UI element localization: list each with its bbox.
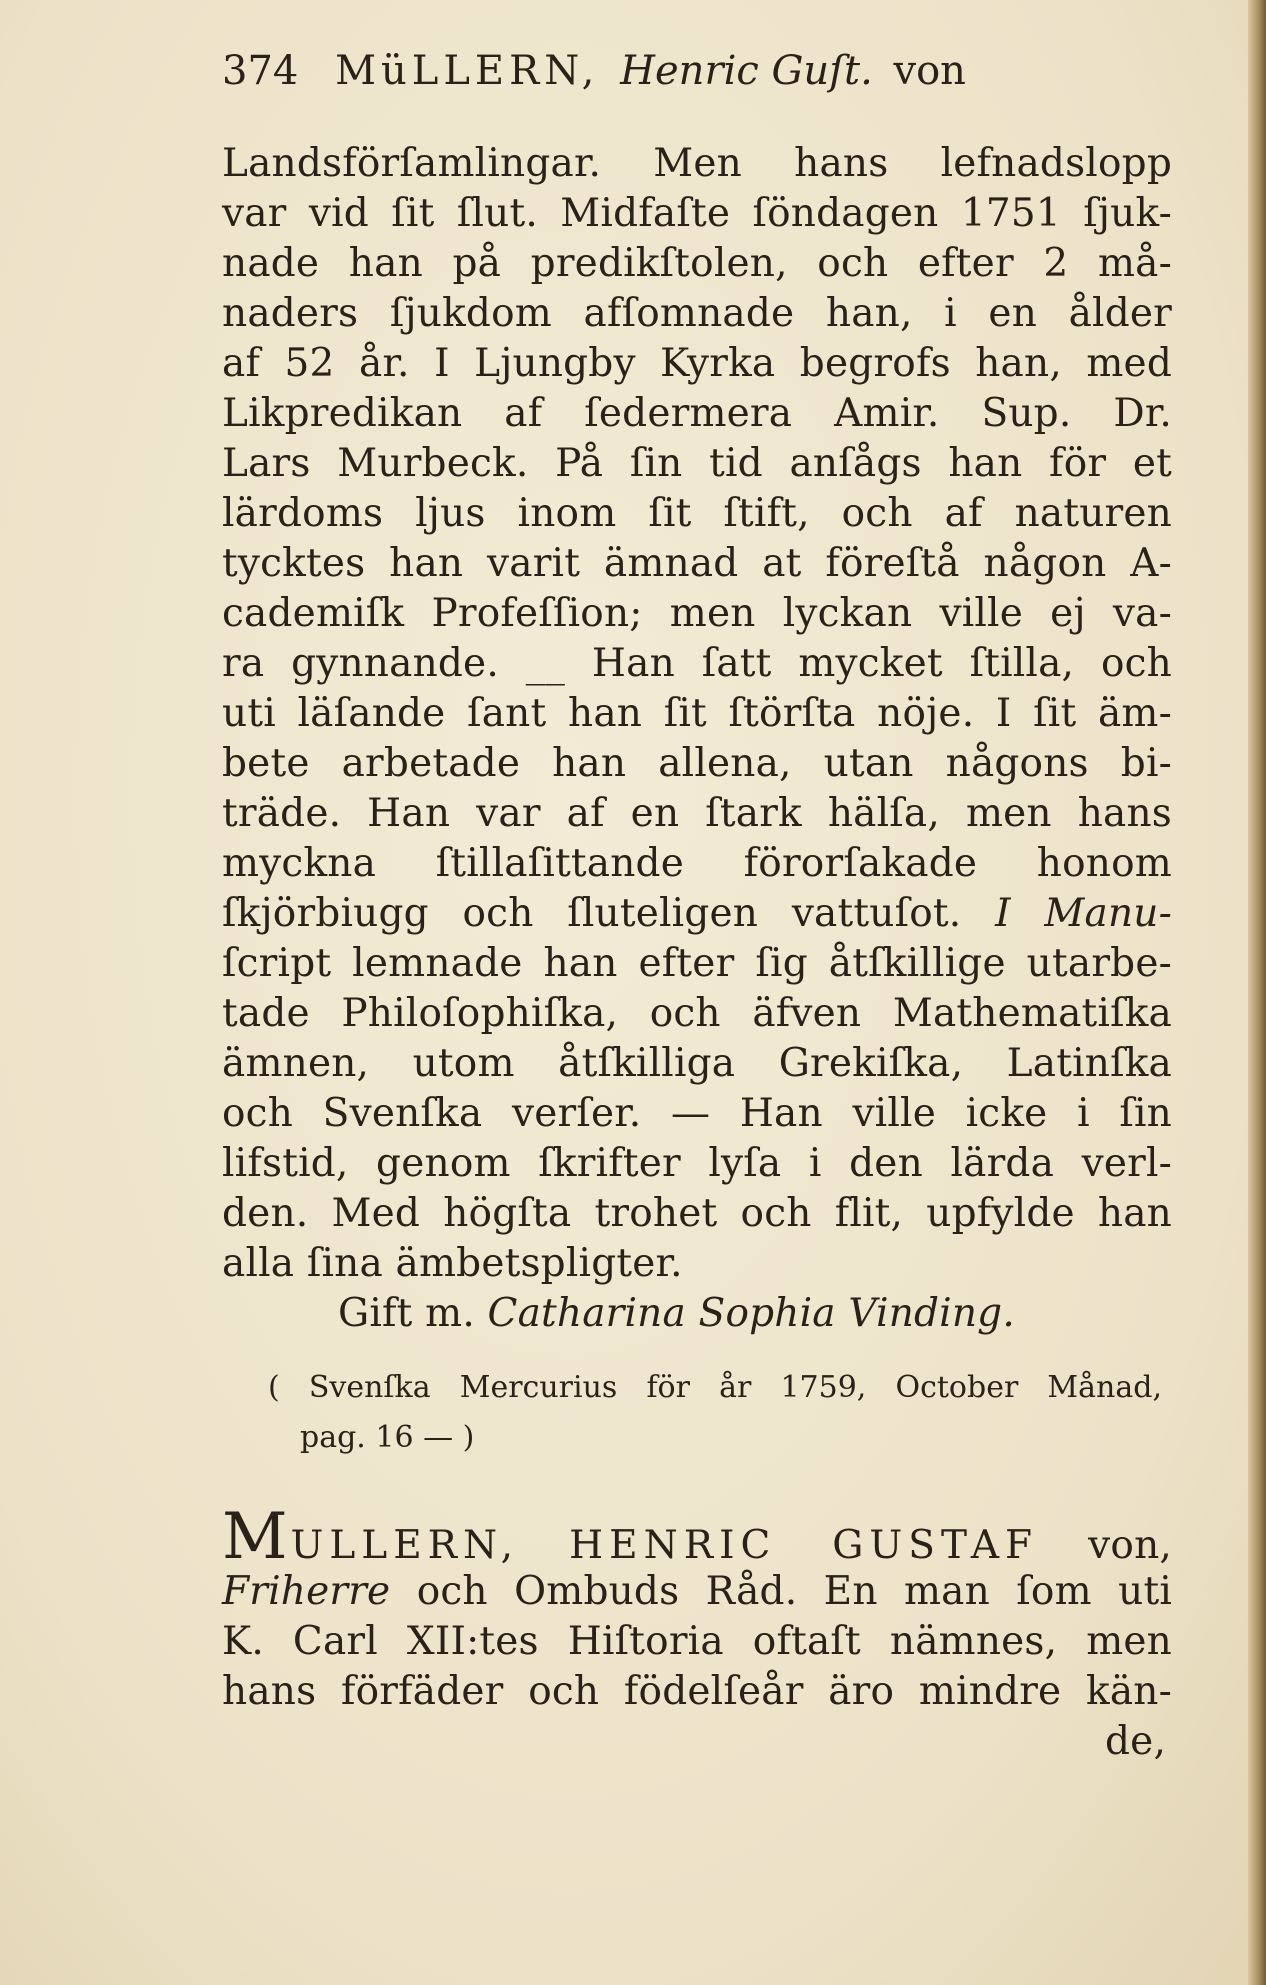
text-line: lärdoms ljus inom ſit ſtift, och af naturen [222,491,1172,536]
text-line: ſcript lemnade han efter ſig åtſkillige utarbe- [222,941,1172,986]
marriage-line [338,1290,1015,1338]
text-line: tycktes han varit ämnad at föreſtå någon A- [222,541,1172,586]
citation-line: ( Svenſka Mercurius för år 1759, October Månad, [268,1370,1162,1405]
text-line [222,1568,1172,1616]
catchword: de, [1105,1719,1167,1764]
entry-surname: ULLERN, [290,1523,520,1568]
text-line: ämnen, utom åtſkilliga Grekiſka, Latinſka [222,1041,1172,1086]
text-line: af 52 år. I Ljungby Kyrka begrofs han, med [222,341,1172,386]
text-line: K. Carl XII:tes Hiſtoria oftaſt nämnes, men [222,1619,1172,1664]
text-line: var vid ſit ſlut. Midfaſte ſöndagen 1751 ſjuk- [222,191,1172,236]
text-line: träde. Han var af en ſtark hälſa, men hans [222,791,1172,836]
entry-title: Friherre [222,1569,391,1614]
entry-particle: von, [1088,1523,1172,1568]
text-line: ra gynnande. __ Han ſatt mycket ſtilla, och [222,641,1172,686]
text-line-manuscript [222,890,1172,938]
text-line: myckna ſtillaſittande förorſakade honom [222,841,1172,886]
text-line: naders ſjukdom afſomnade han, i en ålder [222,291,1172,336]
text-fragment: ſkjörbiugg och ſluteligen vattuſot. [222,891,996,936]
text-line: tade Philoſophiſka, och äfven Mathematiſka [222,991,1172,1036]
entry-given-names: HENRIC GUSTAF [569,1523,1039,1568]
text-line: den. Med högſta trohet och flit, upfylde han [222,1191,1172,1236]
text-line: hans förfäder och födelſeår äro mindre kän- [222,1669,1172,1714]
entry-initial: M [222,1500,291,1574]
header-given-names: Henric Guſt. [620,48,873,94]
book-spine-edge [1248,0,1266,1985]
citation-line: pag. 16 — ) [300,1420,475,1455]
header-particle: von [893,48,966,94]
text-line: och Svenſka verſer. — Han ville icke i ſin [222,1091,1172,1136]
text-line: Landsförſamlingar. Men hans lefnadslopp [222,141,1172,186]
text-line: lifstid, genom ſkrifter lyſa i den lärda verl- [222,1141,1172,1186]
text-line: nade han på predikſtolen, och efter 2 må- [222,241,1172,286]
text-line: uti läſande ſant han ſit ſtörſta nöje. I ſit äm- [222,691,1172,736]
text-line: Lars Murbeck. På ſin tid anſågs han för et [222,441,1172,486]
italic-fragment: I Manu- [995,891,1172,936]
text-line: Likpredikan af ſedermera Amir. Sup. Dr. [222,391,1172,436]
text-line: cademiſk Profeſſion; men lyckan ville ej va- [222,591,1172,636]
text-line: bete arbetade han allena, utan någons bi- [222,741,1172,786]
header-surname: MüLLERN, [335,48,600,94]
spouse-name: Catharina Sophia Vinding. [487,1291,1015,1336]
text-fragment: och Ombuds Råd. En man ſom uti [416,1569,1172,1614]
gift-prefix: Gift m. [338,1291,475,1336]
text-line: alla ſina ämbetspligter. [222,1241,683,1286]
running-header [222,48,1102,94]
page-number: 374 [222,48,299,94]
